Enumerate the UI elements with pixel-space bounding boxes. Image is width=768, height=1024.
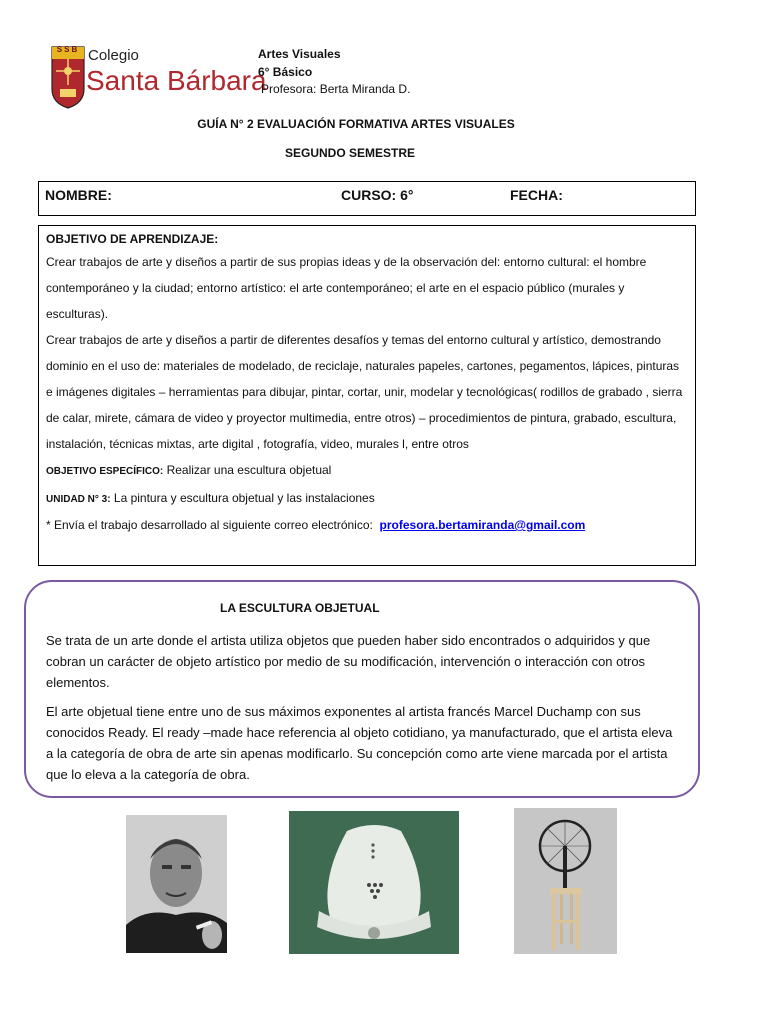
- bicycle-wheel-photo: [514, 808, 617, 954]
- objective-title: OBJETIVO DE APRENDIZAJE:: [46, 232, 219, 246]
- escultura-paragraph-2: El arte objetual tiene entre uno de sus máximos exponentes al artista francés Marcel Duchamp con sus conocidos Ready. El ready –made hace referencia al objeto cotidiano, ya manufacturado, que el artista eleva a la categoría de obra de arte sin apenas modificarlo. Su concepción como arte viene marcada por el artista que lo eleva a la categoría de obra.: [46, 704, 673, 782]
- duchamp-portrait-photo: [126, 815, 227, 953]
- guide-title: GUÍA N° 2 EVALUACIÓN FORMATIVA ARTES VISUALES: [197, 117, 515, 131]
- unit-label: UNIDAD N° 3:: [46, 494, 111, 505]
- specific-objective-label: OBJETIVO ESPECÍFICO:: [46, 466, 164, 477]
- escultura-objetual-box: [24, 580, 700, 798]
- teacher-label: Profesora: Berta Miranda D.: [261, 82, 411, 96]
- subject-label: Artes Visuales: [258, 47, 341, 61]
- unit-text: La pintura y escultura objetual y las instalaciones: [110, 491, 375, 505]
- unit-line: [46, 485, 689, 513]
- fountain-urinal-photo: [289, 811, 459, 954]
- logo-text-big: Santa Bárbara: [86, 65, 267, 96]
- logo-text-small: Colegio: [88, 47, 139, 64]
- curso-label: CURSO: 6°: [341, 187, 414, 203]
- specific-objective-text: Realizar una escultura objetual: [163, 463, 332, 477]
- escultura-paragraph-1: Se trata de un arte donde el artista utiliza objetos que pueden haber sido encontrados o adquiridos y que cobran un carácter de objeto artístico por medio de su modificación, intervención o interacción con otros elementos.: [46, 633, 651, 690]
- student-info-box: [38, 181, 696, 216]
- email-prefix: * Envía el trabajo desarrollado al siguiente correo electrónico:: [46, 518, 380, 532]
- objective-paragraph-1: Crear trabajos de arte y diseños a partir de sus propias ideas y de la observación del: entorno cultural: el hombre contemporáneo y la ciudad; entorno artístico: el arte contemporáneo; el arte en el espacio público (murales y esculturas).: [46, 255, 647, 321]
- nombre-label: NOMBRE:: [45, 187, 112, 203]
- objective-paragraph-2: Crear trabajos de arte y diseños a partir de diferentes desafíos y temas del entorno cultural y artístico, demostrando dominio en el uso de: materiales de modelado, de reciclaje, naturales papeles, cartones, pegamentos, lápices, pinturas e imágenes digitales – herramientas para dibujar, pintar, cortar, unir, modelar y tecnológicas( rodillos de grabado , sierra de calar, mirete, cámara de video y proyector multimedia, entre otros) – procedimientos de pintura, grabado, escultura, instalación, técnicas mixtas, arte digital , fotografía, video, murales l, entre otros: [46, 333, 683, 451]
- semester-title: SEGUNDO SEMESTRE: [284, 146, 416, 160]
- logo-emblem-letters: SSB: [56, 45, 80, 54]
- school-logo: [50, 45, 267, 109]
- email-link[interactable]: profesora.bertamiranda@gmail.com: [379, 518, 586, 532]
- specific-objective: [46, 457, 689, 485]
- fecha-label: FECHA:: [510, 187, 563, 203]
- objective-box: [38, 225, 696, 566]
- grade-label: 6° Básico: [258, 65, 313, 79]
- escultura-title: LA ESCULTURA OBJETUAL: [220, 601, 380, 615]
- email-line: [46, 513, 689, 537]
